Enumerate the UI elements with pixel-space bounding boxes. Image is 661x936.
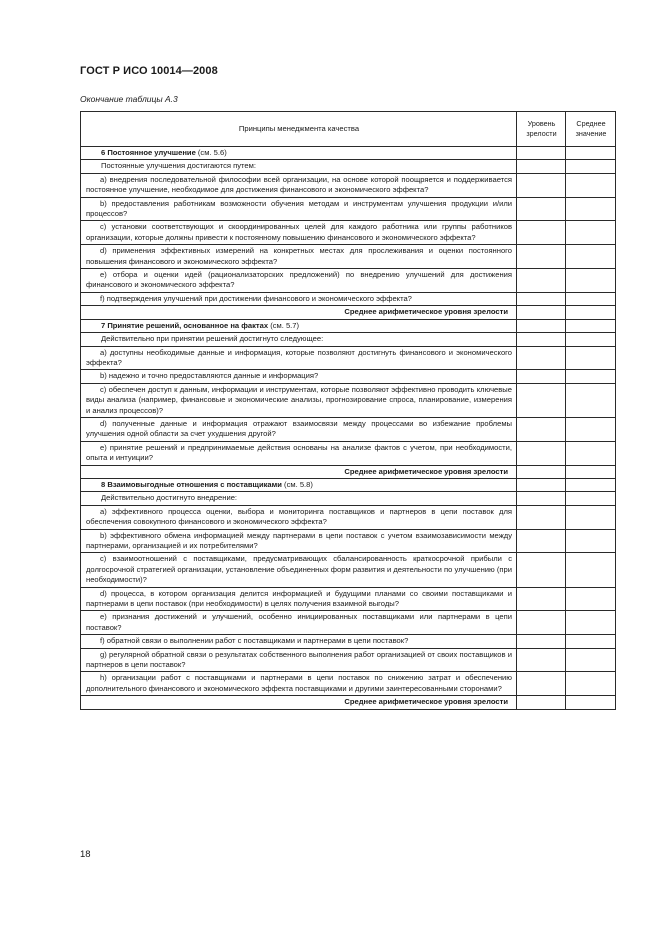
maturity-input-cell[interactable] [517,587,566,611]
question-text: e) принятие решений и предпринимаемые действия основаны на анализе фактов с учетом, при необходимости, опыта и интуиции? [81,441,517,465]
section-title-row [81,319,616,332]
section-lead-row [81,492,616,505]
average-row [81,306,616,319]
maturity-input-cell[interactable] [517,383,566,417]
col-header-maturity: Уровень зрелости [517,112,566,147]
section-title-cell [81,147,517,160]
section-title-row [81,478,616,491]
average-label: Среднее арифметическое уровня зрелости [81,306,517,319]
question-row [81,370,616,383]
average-value-cell[interactable] [566,306,616,319]
question-text: f) подтверждения улучшений при достижении финансового и экономического эффекта? [81,292,517,305]
average-cell [566,529,616,553]
maturity-input-cell[interactable] [517,553,566,587]
maturity-cell [517,160,566,173]
maturity-cell [517,696,566,709]
question-row [81,611,616,635]
question-row [81,269,616,293]
maturity-cell [517,492,566,505]
maturity-input-cell[interactable] [517,346,566,370]
table-header-row [81,112,616,147]
maturity-input-cell[interactable] [517,635,566,648]
question-row [81,173,616,197]
question-row [81,292,616,305]
maturity-input-cell[interactable] [517,648,566,672]
question-text: c) обеспечен доступ к данным, информации и инструментам, которые позволяют эффективно проводить ключевые виды анализа (например, финансовые и экономические анализы, прогнозирование спроса, планирование, измерения и анализ процессов)? [81,383,517,417]
section-title: 6 Постоянное улучшение [101,148,196,157]
average-cell [566,417,616,441]
maturity-input-cell[interactable] [517,173,566,197]
section-reference: (см. 5.6) [195,148,227,157]
maturity-input-cell[interactable] [517,529,566,553]
section-title-row [81,147,616,160]
question-text: c) установки соответствующих и скоординированных целей для каждого работника или группы работников организации, которые должны привести к постоянному повышению финансового и экономического эффекта? [81,221,517,245]
col-header-average: Среднее значение [566,112,616,147]
average-cell [566,553,616,587]
section-lead: Действительно достигнуто внедрение: [81,492,517,505]
average-cell [566,492,616,505]
maturity-cell [517,306,566,319]
average-cell [566,672,616,696]
average-cell [566,587,616,611]
maturity-table [80,111,616,710]
question-row [81,505,616,529]
section-reference: (см. 5.8) [281,479,313,489]
maturity-cell [517,465,566,478]
average-cell [566,441,616,465]
question-row [81,635,616,648]
maturity-input-cell[interactable] [517,197,566,221]
maturity-cell [517,478,566,491]
section-lead-row [81,160,616,173]
average-cell [566,292,616,305]
question-row [81,672,616,696]
question-text: c) взаимоотношений с поставщиками, предусматривающих сбалансированность краткосрочной прибыли с долгосрочной стратегией организации, установление объединенных форм развития и деятельности по улучшению (при необходимости)? [81,553,517,587]
maturity-cell [517,319,566,332]
average-cell [566,173,616,197]
question-text: g) регулярной обратной связи о результатах собственного выполнения работ организацией от своих поставщиков и партнеров в цепи поставок? [81,648,517,672]
average-cell [566,635,616,648]
average-row [81,696,616,709]
average-cell [566,478,616,491]
maturity-input-cell[interactable] [517,245,566,269]
section-title: 8 Взаимовыгодные отношения с поставщиками [101,479,282,489]
question-row [81,553,616,587]
maturity-input-cell[interactable] [517,417,566,441]
average-cell [566,346,616,370]
question-row [81,441,616,465]
question-row [81,346,616,370]
average-row [81,465,616,478]
section-lead-row [81,333,616,346]
question-text: h) организации работ с поставщиками и партнерами в цепи поставок по снижению затрат и обеспечению дополнительного финансового и экономического эффекта поставщиками и другими заинтересованными сторонами? [81,672,517,696]
question-row [81,648,616,672]
average-cell [566,319,616,332]
col-header-principles: Принципы менеджмента качества [81,112,517,147]
section-title: 7 Принятие решений, основанное на фактах [101,320,269,330]
table-body [81,147,616,710]
section-lead: Действительно при принятии решений достигнуто следующее: [81,333,517,346]
question-row [81,529,616,553]
question-row [81,417,616,441]
question-text: a) доступны необходимые данные и информация, которые позволяют достигнуть финансового и экономического эффекта? [81,346,517,370]
average-cell [566,269,616,293]
question-text: e) отбора и оценки идей (рационализаторских предложений) по внедрению улучшений для достижения финансового и экономического эффекта? [81,269,517,293]
question-row [81,221,616,245]
maturity-input-cell[interactable] [517,611,566,635]
average-label: Среднее арифметическое уровня зрелости [81,465,517,478]
maturity-input-cell[interactable] [517,441,566,465]
document-header: ГОСТ Р ИСО 10014—2008 [80,65,218,77]
question-text: a) эффективного процесса оценки, выбора и мониторинга поставщиков и партнеров в цепи поставок для обеспечения совокупного финансового и экономического эффекта? [81,505,517,529]
section-reference: (см. 5.7) [268,320,300,330]
question-row [81,197,616,221]
question-row [81,383,616,417]
average-cell [566,147,616,160]
question-text: d) применения эффективных измерений на конкретных местах для прослеживания и оценки постоянного повышения финансового и экономического эффекта? [81,245,517,269]
question-text: a) внедрения последовательной философии всей организации, на основе которой поощряется и поддерживается постоянное улучшение, необходимое для достижения финансового и экономического эффекта? [81,173,517,197]
section-title-cell [81,319,517,332]
average-cell [566,648,616,672]
average-cell [566,370,616,383]
maturity-input-cell[interactable] [517,370,566,383]
average-cell [566,383,616,417]
average-cell [566,611,616,635]
maturity-input-cell[interactable] [517,505,566,529]
question-text: b) надежно и точно предоставляются данные и информация? [81,370,517,383]
page-number: 18 [80,849,91,860]
maturity-input-cell[interactable] [517,292,566,305]
maturity-input-cell[interactable] [517,672,566,696]
maturity-cell [517,147,566,160]
average-value-cell[interactable] [566,696,616,709]
question-text: f) обратной связи о выполнении работ с поставщиками и партнерами в цепи поставок? [81,635,517,648]
average-cell [566,245,616,269]
section-title-cell [81,478,517,491]
average-cell [566,505,616,529]
section-lead: Постоянные улучшения достигаются путем: [81,160,517,173]
question-text: b) эффективного обмена информацией между партнерами в цепи поставок с учетом взаимозависимости между партнерами, организацией и их потребителями? [81,529,517,553]
average-label: Среднее арифметическое уровня зрелости [81,696,517,709]
question-text: e) признания достижений и улучшений, особенно инициированных поставщиками или партнерами в цепи поставок? [81,611,517,635]
table-caption: Окончание таблицы А.3 [80,94,178,104]
maturity-input-cell[interactable] [517,269,566,293]
average-value-cell[interactable] [566,465,616,478]
average-cell [566,160,616,173]
average-cell [566,221,616,245]
question-row [81,587,616,611]
question-row [81,245,616,269]
average-cell [566,197,616,221]
question-text: d) полученные данные и информация отражают взаимосвязи между процессами во избежание проблемы улучшения одной области за счет ухудшения другой? [81,417,517,441]
average-cell [566,333,616,346]
question-text: d) процесса, в котором организация делится информацией и будущими планами со своими поставщиками и партнерами в цепи поставок (при необходимости) в целях получения взаимной выгоды? [81,587,517,611]
question-text: b) предоставления работникам возможности обучения методам и инструментам улучшения продукции и/или процессов? [81,197,517,221]
maturity-input-cell[interactable] [517,221,566,245]
maturity-cell [517,333,566,346]
